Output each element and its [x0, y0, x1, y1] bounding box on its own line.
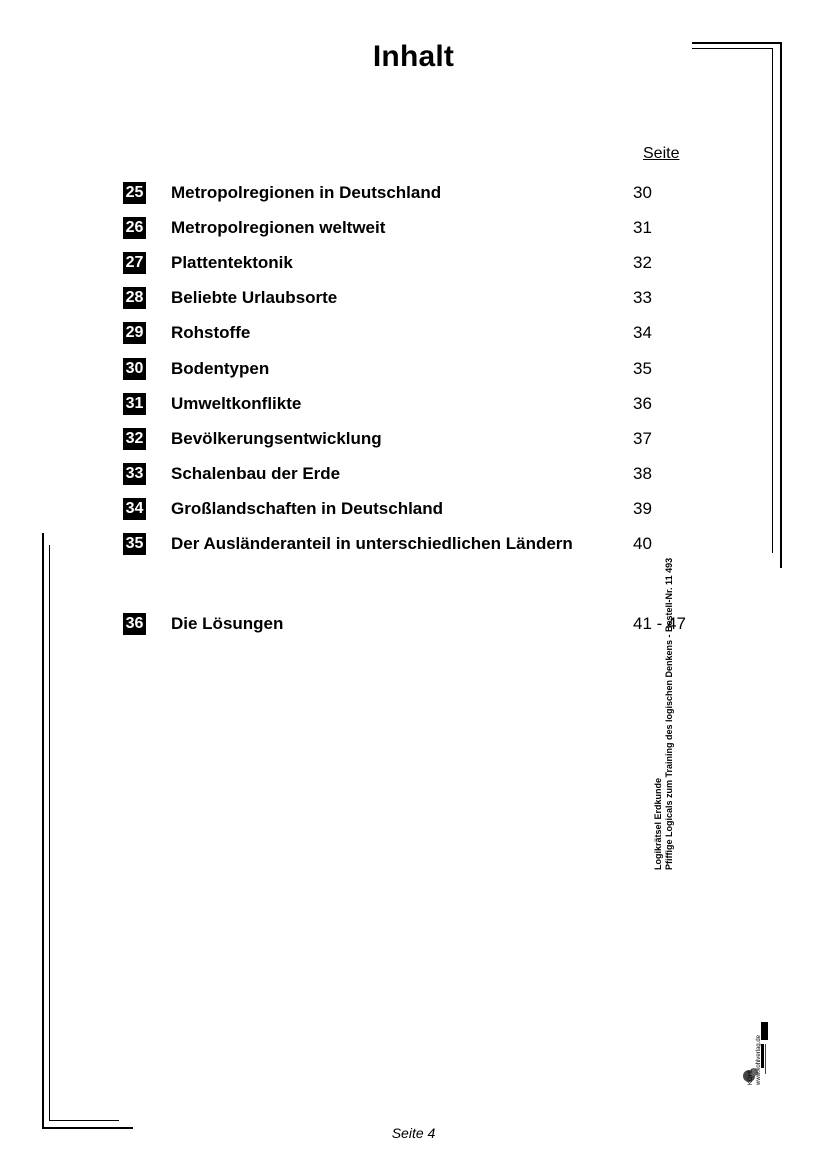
chapter-number: 33 — [123, 463, 146, 485]
publisher-url[interactable]: www.kohlverlag.de — [756, 1034, 762, 1085]
chapter-page: 30 — [633, 183, 652, 202]
chapter-title: Der Ausländeranteil in unterschiedlichen Ländern — [171, 534, 573, 553]
chapter-number: 31 — [123, 393, 146, 415]
chapter-page: 37 — [633, 429, 652, 448]
toc-row[interactable] — [123, 252, 723, 278]
chapter-page: 36 — [633, 394, 652, 413]
frame-line — [780, 42, 782, 568]
book-title: Logikrätsel Erdkunde — [653, 777, 663, 870]
chapter-title: Schalenbau der Erde — [171, 464, 341, 483]
page-title: Inhalt — [372, 40, 455, 73]
toc-row[interactable] — [123, 182, 723, 208]
chapter-title: Beliebte Urlaubsorte — [171, 288, 338, 307]
frame-line — [772, 48, 773, 553]
toc-row[interactable] — [123, 393, 723, 419]
chapter-title: Plattentektonik — [171, 253, 293, 272]
publisher-brand: KOHL — [748, 1068, 754, 1085]
chapter-page: 35 — [633, 359, 652, 378]
chapter-title: Umweltkonflikte — [171, 394, 302, 413]
toc-row[interactable] — [123, 287, 723, 313]
chapter-page: 41 - 47 — [633, 614, 686, 633]
chapter-page: 31 — [633, 218, 652, 237]
chapter-title: Metropolregionen weltweit — [171, 218, 386, 237]
toc-row[interactable] — [123, 533, 723, 559]
chapter-number: 32 — [123, 428, 146, 450]
toc-row[interactable] — [123, 322, 723, 348]
chapter-page: 39 — [633, 499, 652, 518]
chapter-number: 36 — [123, 613, 146, 635]
publisher-name — [747, 1005, 763, 1085]
chapter-number: 29 — [123, 322, 146, 344]
chapter-title: Metropolregionen in Deutschland — [171, 183, 442, 202]
book-subtitle: Pfiffige Logicals zum Training des logischen Denkens - Bestell-Nr. 11 493 — [664, 557, 674, 870]
chapter-number: 34 — [123, 498, 146, 520]
chapter-page: 40 — [633, 534, 652, 553]
page-footer: Seite 4 — [391, 1125, 436, 1141]
toc-row[interactable] — [123, 428, 723, 454]
toc-row[interactable] — [123, 217, 723, 243]
chapter-number: 25 — [123, 182, 146, 204]
chapter-page: 32 — [633, 253, 652, 272]
toc-row[interactable] — [123, 613, 723, 639]
chapter-number: 30 — [123, 358, 146, 380]
toc-row[interactable] — [123, 463, 723, 489]
chapter-title: Die Lösungen — [171, 614, 284, 633]
chapter-number: 27 — [123, 252, 146, 274]
frame-line — [692, 42, 782, 44]
page-column-header: Seite — [643, 145, 680, 162]
chapter-page: 33 — [633, 288, 652, 307]
chapter-number: 28 — [123, 287, 146, 309]
frame-line — [49, 545, 50, 1120]
frame-line — [42, 533, 44, 1129]
chapter-title: Rohstoffe — [171, 323, 251, 342]
frame-line — [49, 1120, 119, 1121]
chapter-title: Bevölkerungsentwicklung — [171, 429, 382, 448]
toc-row[interactable] — [123, 358, 723, 384]
chapter-page: 38 — [633, 464, 652, 483]
chapter-title: Großlandschaften in Deutschland — [171, 499, 444, 518]
sidebar-caption — [653, 557, 675, 870]
chapter-number: 26 — [123, 217, 146, 239]
frame-line — [692, 48, 772, 49]
toc-row[interactable] — [123, 498, 723, 524]
chapter-page: 34 — [633, 323, 652, 342]
chapter-title: Bodentypen — [171, 359, 270, 378]
chapter-number: 35 — [123, 533, 146, 555]
